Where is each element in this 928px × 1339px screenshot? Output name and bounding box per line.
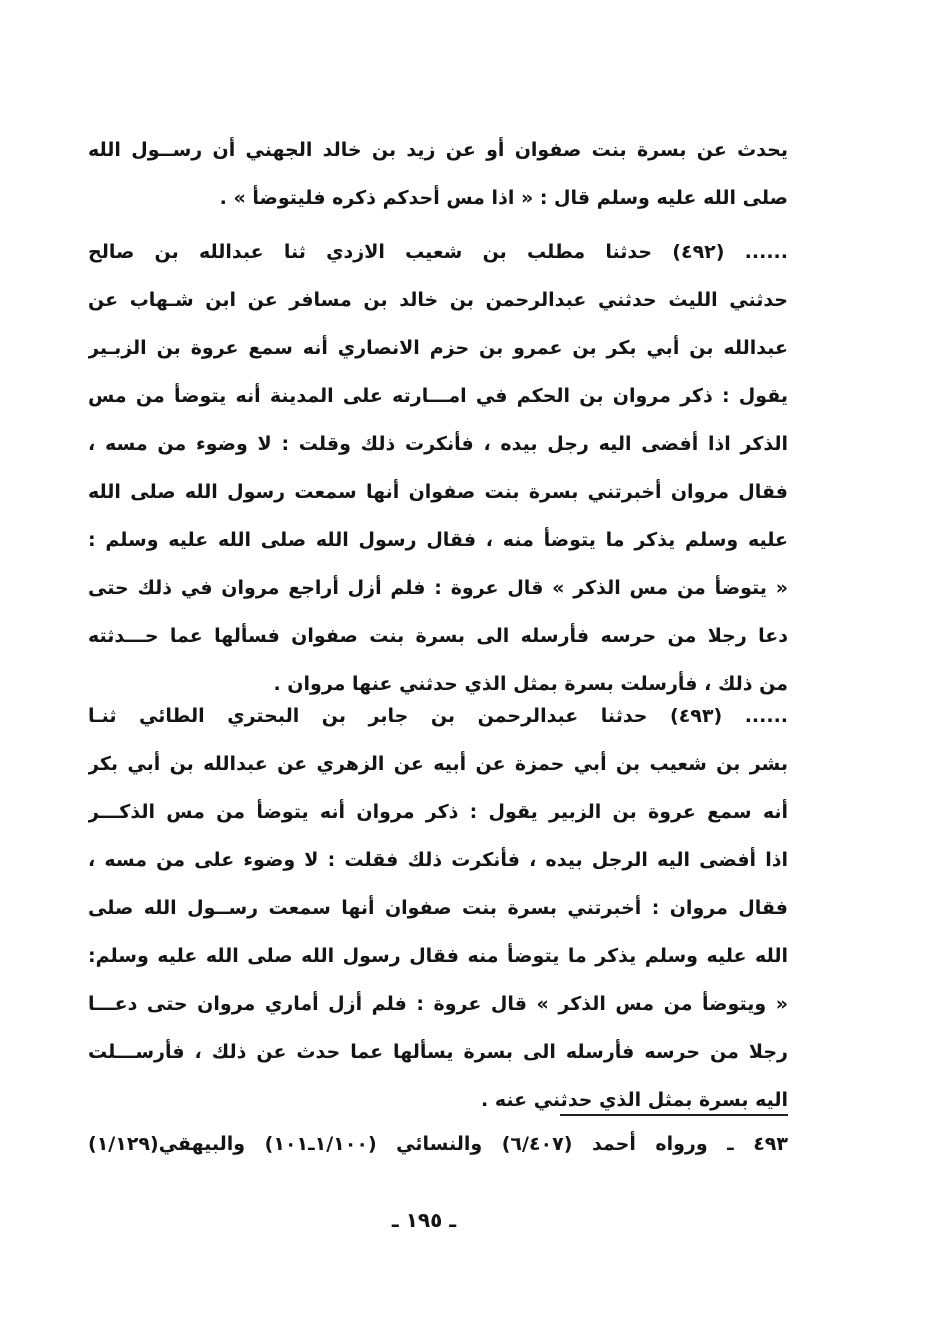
text-line: بشر بن شعيب بن أبي حمزة عن أبيه عن الزهري عن عبدالله بن أبي بكر xyxy=(88,753,788,775)
hadith-492 xyxy=(88,228,788,708)
footnote: ٤٩٣ ـ ورواه أحمد (٦/٤٠٧) والنسائي (١/١٠٠ـ١٠١) والبيهقي(١/١٢٩) xyxy=(88,1133,788,1155)
text-line: اذا أفضى اليه الرجل بيده ، فأنكرت ذلك فقلت : لا وضوء على من مسه ، xyxy=(88,849,788,871)
text-line: عبدالله بن أبي بكر بن عمرو بن حزم الانصاري أنه سمع عروة بن الزبـير xyxy=(88,337,788,359)
text-line: حدثني الليث حدثني عبدالرحمن بن خالد بن مسافر عن ابن شـهاب عن xyxy=(88,289,788,311)
text-line: من ذلك ، فأرسلت بسرة بمثل الذي حدثني عنها مروان . xyxy=(273,673,788,695)
text-line: اليه بسرة بمثل الذي حدثني عنه . xyxy=(481,1089,788,1111)
text-line: رجلا من حرسه فأرسله الى بسرة يسألها عما حدث عن ذلك ، فأرســـلت xyxy=(88,1041,788,1063)
text-line: أنه سمع عروة بن الزبير يقول : ذكر مروان أنه يتوضأ من مس الذكـــر xyxy=(88,801,788,823)
text-line: ...... (٤٩٣) حدثنا عبدالرحمن بن جابر بن البحتري الطائي ثنـا xyxy=(88,705,788,727)
footnote-divider xyxy=(560,1114,788,1116)
text-line: يقول : ذكر مروان بن الحكم في امـــارته على المدينة أنه يتوضأ من مس xyxy=(88,385,788,407)
text-line: عليه وسلم يذكر ما يتوضأ منه ، فقال رسول الله صلى الله عليه وسلم : xyxy=(88,529,788,551)
text-line: دعا رجلا من حرسه فأرسله الى بسرة بنت صفوان فسألها عما حـــدثته xyxy=(88,625,788,647)
text-line: الله عليه وسلم يذكر ما يتوضأ منه فقال رسول الله صلى الله عليه وسلم: xyxy=(88,945,788,967)
page-number: ـ ١٩٥ ـ xyxy=(391,1208,457,1232)
text-line: « يتوضأ من مس الذكر » قال عروة : فلم أزل أراجع مروان في ذلك حتى xyxy=(88,577,788,599)
hadith-493 xyxy=(88,692,788,1124)
text-line: « ويتوضأ من مس الذكر » قال عروة : فلم أزل أماري مروان حتى دعـــا xyxy=(88,993,788,1015)
text-line: فقال مروان أخبرتني بسرة بنت صفوان أنها سمعت رسول الله صلى الله xyxy=(88,481,788,503)
text-line: صلى الله عليه وسلم قال : « اذا مس أحدكم ذكره فليتوضأ » . xyxy=(219,187,788,209)
paragraph-continuation xyxy=(88,126,788,222)
text-line: فقال مروان : أخبرتني بسرة بنت صفوان أنها سمعت رســول الله صلى xyxy=(88,897,788,919)
text-line: ...... (٤٩٢) حدثنا مطلب بن شعيب الازدي ثنا عبدالله بن صالح xyxy=(88,241,788,263)
text-line: يحدث عن بسرة بنت صفوان أو عن زيد بن خالد الجهني أن رســول الله xyxy=(88,139,788,161)
text-line: الذكر اذا أفضى اليه رجل بيده ، فأنكرت ذلك وقلت : لا وضوء من مسه ، xyxy=(88,433,788,455)
